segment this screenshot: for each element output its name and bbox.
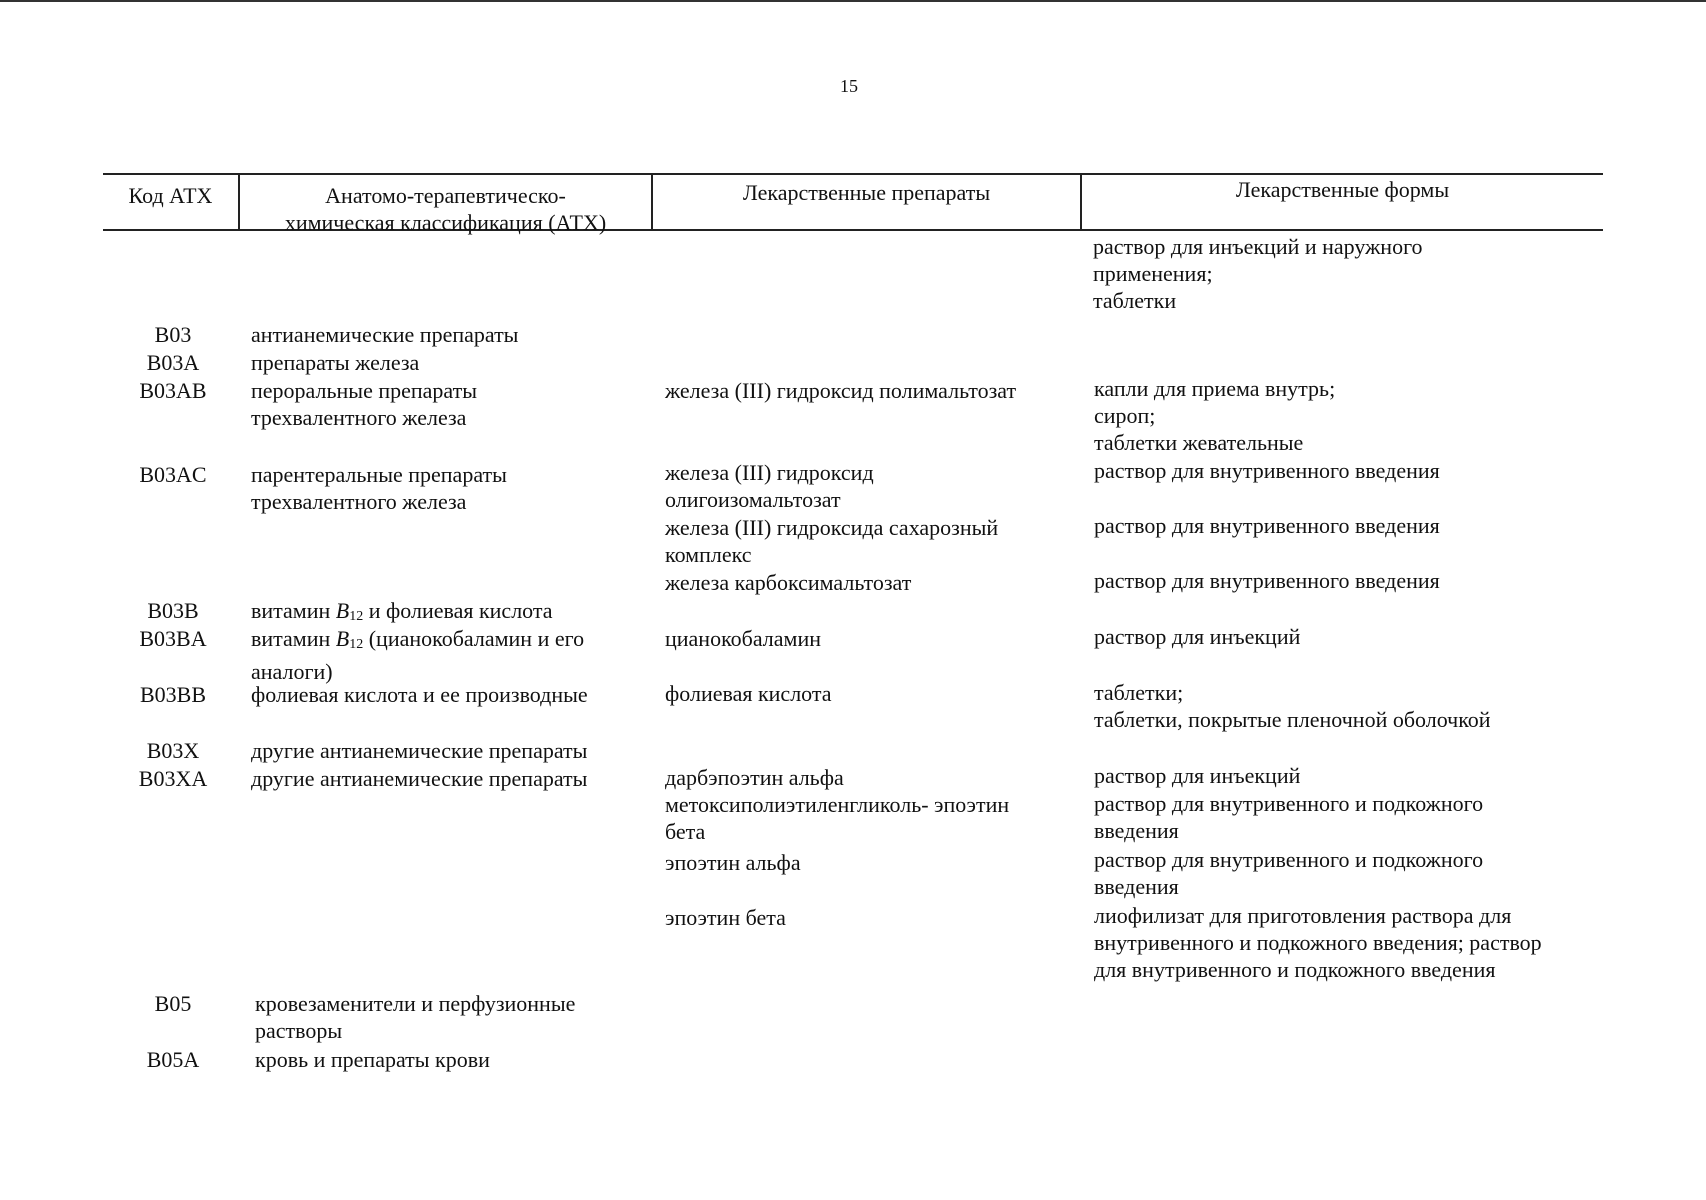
dosage-forms: раствор для внутривенного введения [1094, 513, 1440, 538]
atc-code: B03X [146, 738, 200, 763]
atc-classification: витамин B12 и фолиевая кислота [251, 598, 553, 624]
header-forms: Лекарственные формы [1235, 177, 1450, 202]
page-number: 15 [840, 76, 858, 96]
drug-name: эпоэтин бета [665, 905, 786, 930]
drug-name: фолиевая кислота [665, 681, 832, 706]
header-classification: Анатомо-терапевтическо- химическая классификация (АТХ) [284, 183, 607, 235]
atc-code: B03 [154, 322, 192, 347]
dosage-forms: раствор для инъекций [1094, 763, 1301, 788]
atc-code: B03A [146, 350, 200, 375]
atc-code: B03AB [139, 378, 207, 403]
drug-name: железа (III) гидроксид полимальтозат [665, 378, 1017, 403]
dosage-forms: капли для приема внутрь; сироп; таблетки жевательные [1094, 376, 1336, 455]
atc-classification: препараты железа [251, 350, 420, 375]
drug-name: железа (III) гидроксид олигоизомальтозат [665, 460, 874, 512]
atc-classification: кровезаменители и перфузионные растворы [255, 991, 576, 1043]
header-drugs: Лекарственные препараты [742, 180, 991, 205]
atc-classification: фолиевая кислота и ее производные [251, 682, 588, 707]
page-top-border [0, 0, 1706, 2]
atc-code: B05 [154, 991, 192, 1016]
atc-code: B03XA [138, 766, 208, 791]
atc-classification: пероральные препараты трехвалентного железа [251, 378, 477, 430]
drug-name: железа (III) гидроксида сахарозный комплекс [665, 515, 999, 567]
drug-name: железа карбоксимальтозат [665, 570, 912, 595]
dosage-forms: таблетки; таблетки, покрытые пленочной оболочкой [1094, 680, 1491, 732]
continued-forms: раствор для инъекций и наружного применения; таблетки [1093, 234, 1423, 313]
atc-code: B03BA [139, 626, 207, 651]
atc-classification: другие антианемические препараты [251, 766, 588, 791]
atc-code: B03BB [139, 682, 207, 707]
dosage-forms: раствор для внутривенного введения [1094, 458, 1440, 483]
atc-code: B03AC [139, 462, 207, 487]
drug-name: дарбэпоэтин альфа [665, 765, 844, 790]
dosage-forms: раствор для внутривенного введения [1094, 568, 1440, 593]
atc-code: B05A [146, 1047, 200, 1072]
atc-classification: антианемические препараты [251, 322, 519, 347]
drug-name: эпоэтин альфа [665, 850, 801, 875]
header-code: Код АТХ [128, 183, 213, 208]
dosage-forms: лиофилизат для приготовления раствора для внутривенного и подкожного введения; раствор для внутривенного и подкожного введения [1094, 903, 1542, 982]
atc-classification: парентеральные препараты трехвалентного железа [251, 462, 507, 514]
dosage-forms: раствор для внутривенного и подкожного введения [1094, 791, 1484, 843]
drug-name: цианокобаламин [665, 626, 822, 651]
atc-code: B03B [147, 598, 199, 623]
dosage-forms: раствор для инъекций [1094, 624, 1301, 649]
table-top-rule [103, 173, 1603, 175]
atc-classification: витамин B12 (цианокобаламин и его аналоги) [251, 626, 585, 684]
atc-classification: кровь и препараты крови [255, 1047, 490, 1072]
atc-classification: другие антианемические препараты [251, 738, 588, 763]
drug-name: метоксиполиэтиленгликоль- эпоэтин бета [665, 792, 1010, 844]
dosage-forms: раствор для внутривенного и подкожного введения [1094, 847, 1484, 899]
